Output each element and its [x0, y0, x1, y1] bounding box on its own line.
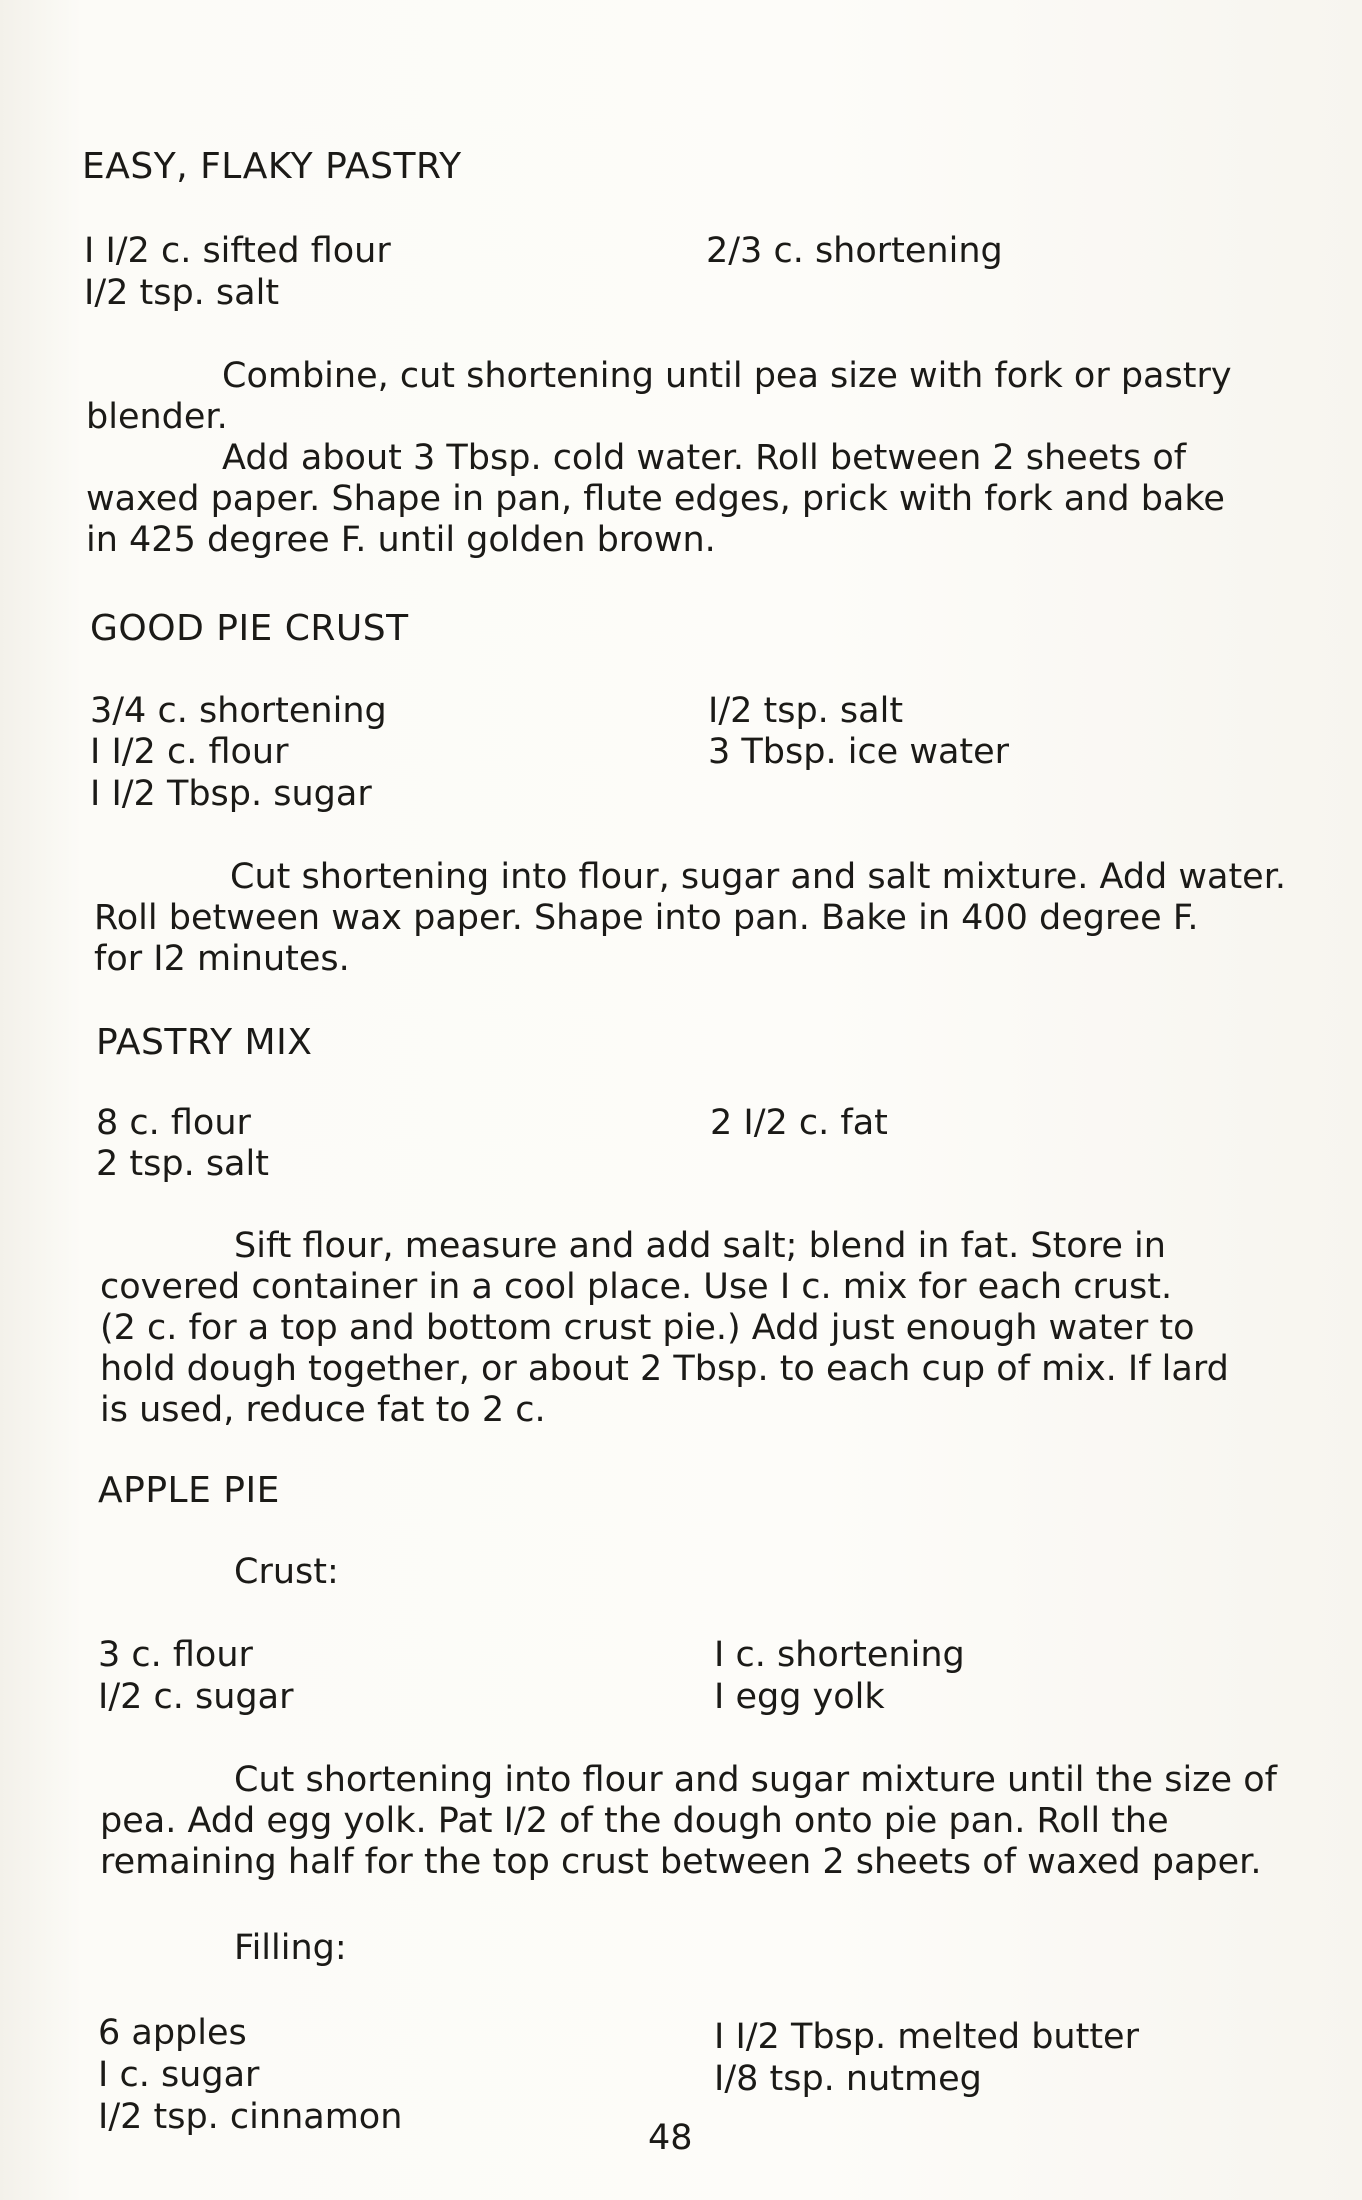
instruction-line: waxed paper. Shape in pan, flute edges, prick with fork and bake	[86, 479, 1225, 519]
ingredient: I/8 tsp. nutmeg	[714, 2059, 982, 2099]
recipe-title: GOOD PIE CRUST	[90, 608, 409, 649]
ingredient: 2 tsp. salt	[96, 1144, 269, 1184]
ingredient: I I/2 c. flour	[90, 732, 289, 772]
instruction-line: hold dough together, or about 2 Tbsp. to each cup of mix. If lard	[100, 1349, 1229, 1389]
ingredient: I I/2 Tbsp. melted butter	[714, 2017, 1139, 2057]
instruction-line: covered container in a cool place. Use I c. mix for each crust.	[100, 1267, 1173, 1307]
instruction-line: is used, reduce fat to 2 c.	[100, 1390, 546, 1430]
ingredient: I c. shortening	[714, 1635, 965, 1675]
ingredient: 2 I/2 c. fat	[710, 1103, 888, 1143]
instruction-line: Sift flour, measure and add salt; blend in fat. Store in	[234, 1226, 1166, 1266]
instruction-line: for I2 minutes.	[94, 939, 350, 979]
instruction-line: Combine, cut shortening until pea size with fork or pastry	[222, 356, 1232, 396]
ingredient: 3/4 c. shortening	[90, 691, 387, 731]
ingredient: 2/3 c. shortening	[706, 231, 1003, 271]
instruction-line: Cut shortening into flour, sugar and salt mixture. Add water.	[230, 857, 1287, 897]
instruction-line: in 425 degree F. until golden brown.	[86, 520, 716, 560]
ingredient: I c. sugar	[98, 2055, 260, 2095]
ingredient: I/2 c. sugar	[98, 1677, 294, 1717]
instruction-line: Roll between wax paper. Shape into pan. Bake in 400 degree F.	[94, 898, 1199, 938]
instruction-line: blender.	[86, 397, 228, 437]
ingredient: 6 apples	[98, 2013, 247, 2053]
ingredient: I/2 tsp. salt	[708, 691, 904, 731]
section-subheading: Filling:	[234, 1928, 347, 1968]
recipe-title: APPLE PIE	[98, 1470, 280, 1511]
section-subheading: Crust:	[234, 1552, 339, 1592]
recipe-title: EASY, FLAKY PASTRY	[82, 146, 462, 187]
ingredient: I I/2 Tbsp. sugar	[90, 774, 372, 814]
recipe-title: PASTRY MIX	[96, 1022, 313, 1063]
instruction-line: pea. Add egg yolk. Pat I/2 of the dough onto pie pan. Roll the	[100, 1801, 1169, 1841]
instruction-line: Add about 3 Tbsp. cold water. Roll between 2 sheets of	[222, 438, 1187, 478]
instruction-line: (2 c. for a top and bottom crust pie.) Add just enough water to	[100, 1308, 1195, 1348]
ingredient: I/2 tsp. cinnamon	[98, 2097, 403, 2137]
ingredient: 3 Tbsp. ice water	[708, 732, 1010, 772]
ingredient: I I/2 c. sifted flour	[84, 231, 391, 271]
ingredient: 8 c. flour	[96, 1103, 251, 1143]
ingredient: 3 c. flour	[98, 1635, 253, 1675]
instruction-line: remaining half for the top crust between 2 sheets of waxed paper.	[100, 1842, 1262, 1882]
instruction-line: Cut shortening into flour and sugar mixture until the size of	[234, 1760, 1277, 1800]
ingredient: I/2 tsp. salt	[84, 273, 280, 313]
page-number: 48	[648, 2118, 693, 2158]
ingredient: I egg yolk	[714, 1677, 885, 1717]
